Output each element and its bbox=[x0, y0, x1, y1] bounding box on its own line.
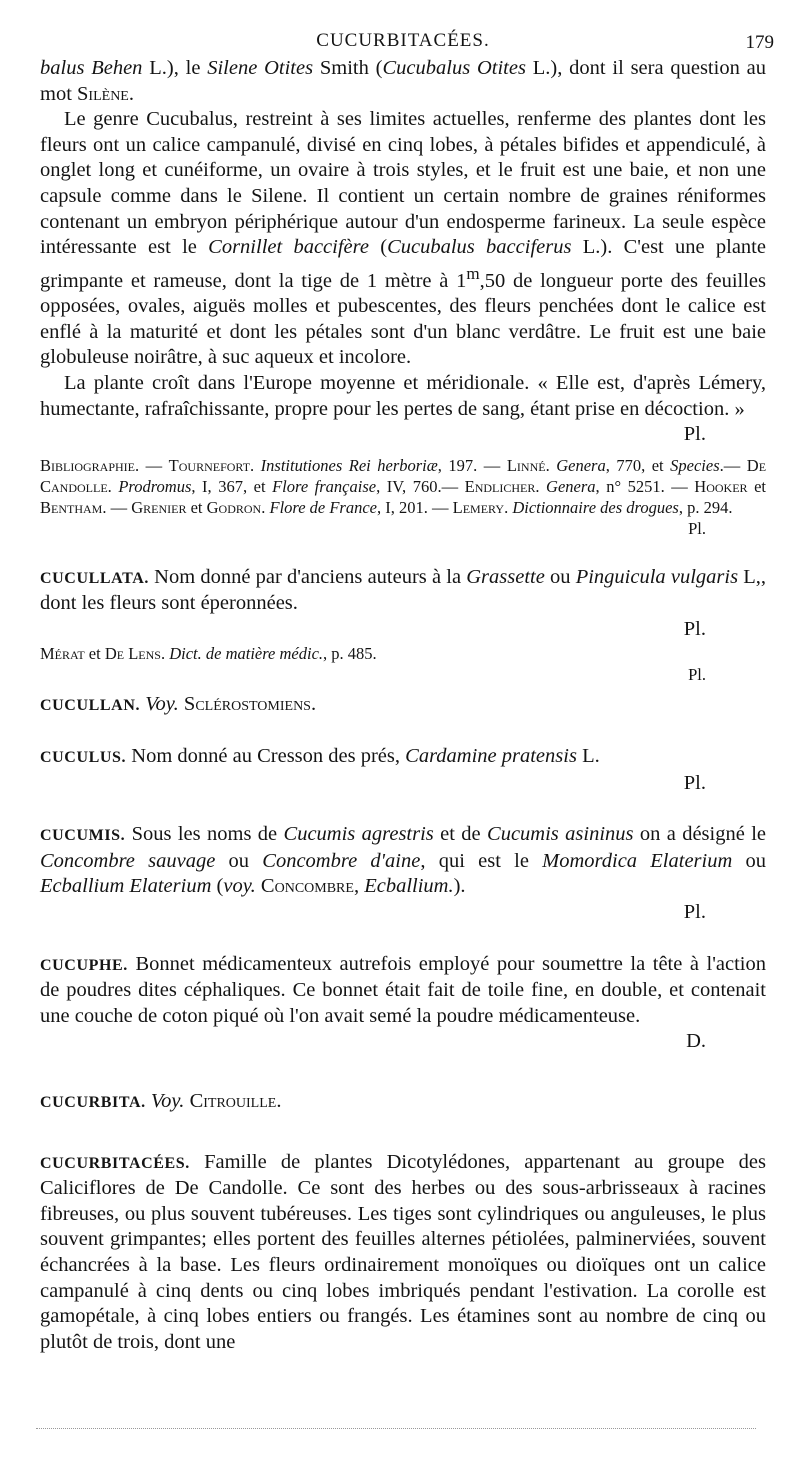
running-head bbox=[40, 26, 774, 56]
author-signature: Pl. bbox=[683, 423, 706, 446]
author-signature: Pl. bbox=[683, 901, 706, 924]
entry-cuculus: CUCULUS. Nom donné au Cresson des prés, Cardamine pratensis L. Pl. bbox=[40, 744, 766, 796]
cross-reference: Sclérostomiens bbox=[183, 692, 311, 715]
entry-headword: CUCUMIS. bbox=[40, 827, 126, 845]
entry-headword: CUCULLAN. bbox=[40, 696, 141, 714]
author-signature: Pl. bbox=[688, 664, 706, 684]
cross-reference: Citrouille bbox=[189, 1090, 277, 1113]
cross-reference: Concombre bbox=[260, 875, 354, 898]
bibliography-note: Bibliographie. — Tournefort. Institutiones Rei herboriæ, 197. — Linné. Genera, 770, et Species.— De Candolle. Prodromus, I, 367, et Flore française, IV, 760.— Endlicher. Genera, n° 5251. — Hooker et Bentham. — Grenier et Godron. Flore de France, I, 201. — Lemery. Dictionnaire des drogues, p. 294. Pl. bbox=[40, 455, 767, 538]
author-signature: Pl. bbox=[683, 617, 706, 640]
entry-cucullata-reference: Mérat et De Lens. Dict. de matière médic., p. 485. Pl. bbox=[40, 643, 766, 685]
genus-description-paragraph: Le genre Cucubalus, restreint à ses limites actuelles, renferme des plantes dont les fleurs ont un calice campanulé, divisé en cinq lobes, à pétales bifides et appendiculé, à onglet long et cunéiforme, un ovaire à trois styles, et le fruit est une baie, et non une capsule comme dans le Silene. Il contient un certain nombre de graines réniformes contenant un embryon périphérique autour d'un endosperme farineux. La seule espèce intéressante est le Cornillet baccifère (Cucubalus bacciferus L.). C'est une plante grimpante et rameuse, dont la tige de 1 mètre à 1$^m$,50 de longueur porte des feuilles opposées, ovales, aiguës molles et pubescentes, des fleurs penchées dont le calice est enflé à la maturité et dont les pétales sont d'un blanc verdâtre. Le fruit est une baie globuleuse noirâtre, à suc aqueux et incolore. bbox=[40, 108, 767, 369]
author-signature: Pl. bbox=[688, 518, 706, 538]
entry-headword: CUCURBITACÉES. bbox=[40, 1154, 190, 1172]
entry-cucurbitacees: CUCURBITACÉES. Famille de plantes Dicotylédones, appartenant au groupe des Caliciflores de De Candolle. Ce sont des herbes ou des sous-arbrisseaux à racines fibreuses, ou plus souvent tubéreuses. Les tiges sont cylindriques ou anguleuses, le plus souvent grimpantes; elles portent des feuilles alternes pétiolées, palminerviées, souvent échancrées à la base. Les fleurs ordinairement monoïques ou dioïques ont un calice campanulé à cinq dents ou cinq lobes imbriqués pendant l'estivation. La corolle est gamopétale, à cinq lobes entiers ou frangés. Les étamines sont au nombre de cinq ou plutôt de trois, dont une bbox=[40, 1150, 766, 1353]
entry-cucurbita: CUCURBITA. Voy. Citrouille. bbox=[40, 1090, 282, 1113]
entry-cucuphe: CUCUPHE. Bonnet médicamenteux autrefois employé pour soumettre la tête à l'action de poudres dites céphaliques. Ce bonnet était fait de toile fine, en double, et contenait une couche de coton piqué où l'on avait semé la poudre médicamenteuse. D. bbox=[40, 952, 766, 1055]
entry-cucullata: CUCULLATA. Nom donné par d'anciens auteurs à la Grassette ou Pinguicula vulgaris L,, dont les fleurs sont éperonnées. Pl. bbox=[40, 565, 766, 643]
entry-headword: CUCURBITA. bbox=[40, 1094, 146, 1112]
cross-reference: Silène bbox=[77, 82, 129, 105]
entry-headword: CUCUPHE. bbox=[40, 956, 128, 974]
entry-cucumis: CUCUMIS. Sous les noms de Cucumis agrestris et de Cucumis asininus on a désigné le Concombre sauvage ou Concombre d'aine, qui est le Momordica Elaterium ou Ecballium Elaterium (voy. Concombre, Ecballium.). Pl. bbox=[40, 822, 766, 925]
author-signature: D. bbox=[686, 1030, 706, 1053]
footer-rule bbox=[36, 1428, 756, 1429]
running-head-title: CUCURBITACÉES. bbox=[316, 30, 490, 51]
continuation-paragraph: balus Behen L.), le Silene Otites Smith (Cucubalus Otites L.), dont il sera question au mot Silène. bbox=[40, 57, 766, 105]
entry-headword: CUCULLATA. bbox=[40, 569, 149, 587]
dictionary-page bbox=[40, 26, 774, 1355]
page-number: 179 bbox=[745, 32, 774, 53]
author-signature: Pl. bbox=[683, 771, 706, 794]
habitat-paragraph: La plante croît dans l'Europe moyenne et méridionale. « Elle est, d'après Lémery, humectante, rafraîchissante, propre pour les pertes de sang, étant prise en décoction. » Pl. bbox=[40, 371, 766, 448]
entry-headword: CUCULUS. bbox=[40, 749, 127, 767]
entry-cucullan: CUCULLAN. Voy. Sclérostomiens. bbox=[40, 692, 317, 715]
